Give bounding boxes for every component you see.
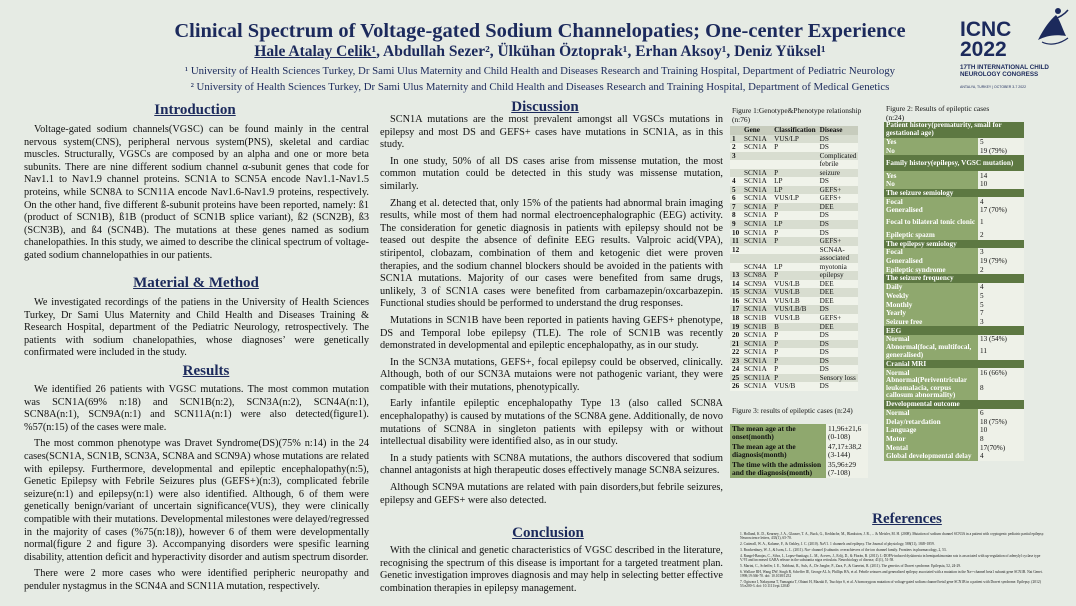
table-cell: Monthly bbox=[884, 300, 978, 309]
table-cell: 16 bbox=[730, 297, 742, 306]
table-cell: SCN1B bbox=[742, 323, 772, 332]
table-cell: 25 bbox=[730, 374, 742, 383]
table-cell: 15 bbox=[730, 288, 742, 297]
table-cell bbox=[730, 169, 742, 178]
table-cell: 19 bbox=[730, 323, 742, 332]
table-cell: Sensory loss bbox=[818, 374, 859, 383]
table-cell: 14 bbox=[978, 171, 1024, 180]
table-cell: SCN1A bbox=[742, 143, 772, 152]
table-row bbox=[730, 271, 858, 280]
table-cell: Disease bbox=[818, 126, 859, 135]
table-cell: P bbox=[772, 271, 818, 280]
methods-heading: Material & Method bbox=[133, 275, 259, 291]
table-cell: SCN8A bbox=[742, 271, 772, 280]
table-cell: 16 (66%) bbox=[978, 368, 1024, 377]
table-section-row bbox=[884, 274, 1024, 283]
table-cell: P bbox=[772, 229, 818, 238]
table-cell: 5 bbox=[978, 138, 1024, 147]
table-cell: 20 bbox=[730, 331, 742, 340]
table-row bbox=[730, 314, 858, 323]
author-list bbox=[120, 43, 960, 61]
table-row bbox=[884, 435, 1024, 444]
table-cell: P bbox=[772, 169, 818, 178]
table-cell: VUS/LB bbox=[772, 314, 818, 323]
table-cell: Focal bbox=[884, 248, 978, 257]
table-cell: 26 bbox=[730, 382, 742, 391]
table-cell: SCN1A bbox=[742, 177, 772, 186]
table-cell: Weekly bbox=[884, 292, 978, 301]
epileptic-results-table bbox=[884, 122, 1024, 461]
table-cell: 18 (75%) bbox=[978, 417, 1024, 426]
table-cell: SCN9A bbox=[742, 280, 772, 289]
table-row bbox=[730, 424, 868, 442]
logo-date: ANTALYA, TURKEY | OCTOBER 3-7 2022 bbox=[960, 85, 1027, 89]
table-cell: Classification bbox=[774, 126, 816, 134]
table-row bbox=[730, 152, 858, 161]
coauthors: , Abdullah Sezer², Ülkühan Öztoprak¹, Erhan Aksoy¹, Deniz Yüksel¹ bbox=[376, 43, 826, 60]
introduction-text: Voltage-gated sodium channels(VGSC) can be found mainly in the central nervous system(CNS), peripheral nervous system(PNS), skeletal and cardiac muscles. Structurally, VGSCs are composed by an alpha and one or more beta subunits. There are nine different sodium channel α-subunit genes that code for Nav1.1 to Nav1.9 channel proteins. SCN1A to SCN5A encode Nav1.1-Nav1.5 proteins, while SCN8A to SCN11A encode Nav1.6-Nav1.9 proteins, respectively. On the other hand, five different ß-subunit proteins have been reported, namely: ß1 (product of SCN1B), ß1B (product of SCN1B splice variant), ß2 (SCN2B), ß3 (SCN3B), and ß4 (SCN4B). The mutations at these genes named as sodium chanelopathies. In this study, we aimed to describe the clinical spectrum of voltage-gated sodium channelopathies in our patients. bbox=[24, 124, 369, 261]
table-row bbox=[884, 309, 1024, 318]
table-cell: DS bbox=[818, 229, 859, 238]
affiliation-1: ¹ University of Health Sciences Turkey, Dr Sami Ulus Maternity and Child Health and Diseases Research and Training Hospital, Department of Pediatric Neurology bbox=[184, 65, 896, 77]
section-label: The seizure semiology bbox=[884, 189, 1024, 198]
table-cell: 19 (79%) bbox=[978, 257, 1024, 266]
table-row bbox=[730, 237, 858, 246]
table-cell: DS bbox=[818, 177, 859, 186]
figure1-caption: Figure 1:Genotype&Phenotype relationship (n:76) bbox=[732, 106, 862, 124]
table-cell: No bbox=[884, 180, 978, 189]
methods-text: We investigated recordings of the patiens in the University of Health Sciences Turkey, Dr Sami Ulus Maternity and Child Health and Diseases Training & Research Hospital, department of the Pediatric Neurology, retrospectively. The patients with sodium chanelopathies, whose diagnoses’ were genetically confirmated were included in the study. bbox=[24, 297, 369, 359]
table-cell: 19 (79%) bbox=[978, 147, 1024, 156]
table-cell: VUS/LB bbox=[772, 280, 818, 289]
table-cell: Mental bbox=[884, 443, 978, 452]
table-row bbox=[884, 426, 1024, 435]
table-cell: 1 bbox=[978, 215, 1024, 231]
table-row bbox=[730, 186, 858, 195]
table-section-row bbox=[884, 122, 1024, 138]
table-cell: B bbox=[772, 323, 818, 332]
table-row bbox=[884, 215, 1024, 231]
table-cell: 5 bbox=[730, 186, 742, 195]
table-cell: 23 bbox=[730, 357, 742, 366]
table-cell: DEE bbox=[818, 297, 859, 306]
table-row bbox=[730, 254, 858, 263]
table-cell: DS bbox=[818, 365, 859, 374]
table-row bbox=[730, 203, 858, 212]
table-cell: SCN1A bbox=[742, 340, 772, 349]
table-cell: DS bbox=[818, 382, 859, 391]
table-row bbox=[730, 442, 868, 460]
table-row bbox=[884, 300, 1024, 309]
table-cell: DS bbox=[818, 211, 859, 220]
table-cell: Motor bbox=[884, 435, 978, 444]
section-label: EEG bbox=[884, 326, 1024, 335]
table-cell: Focal bbox=[884, 197, 978, 206]
reference-item: 4. Rangel-Barajas, C., Silva, I., Lopez-Santiago, L. M., Aceves, J., Erlij, D., & Florán, B. (2011). L-DOPA-induced dyskinesia in hemiparkinsonian rats is associated with up-regulation of adenylyl cyclase type V/VI and increased GABA release in the substantia nigra reticulata. Neurobiology of disease, 41(1), 51-58. bbox=[740, 553, 1041, 562]
genotype-phenotype-table bbox=[730, 126, 858, 391]
table-cell: P bbox=[772, 365, 818, 374]
figure2-caption: Figure 2: Results of epileptic cases (n:24) bbox=[886, 104, 990, 122]
table-cell: 9 bbox=[730, 220, 742, 229]
section-label: The seizure frequency bbox=[884, 274, 1024, 283]
table-cell: VUS/B bbox=[772, 382, 818, 391]
table-cell: SCN1A bbox=[742, 211, 772, 220]
table-cell: 13 bbox=[730, 271, 742, 280]
table-cell: Epileptic syndrome bbox=[884, 266, 978, 275]
table-cell: SCN1A bbox=[742, 135, 772, 144]
table-cell: No bbox=[884, 147, 978, 156]
table-cell: SCN1A bbox=[742, 365, 772, 374]
table-cell: DEE bbox=[818, 288, 859, 297]
reference-item: 2. Catterall, W. A., Kalume, F., & Oakley, J. C. (2010). NaV1. 1 channels and epilepsy. The Journal of physiology, 588(11), 1849-1859. bbox=[740, 542, 935, 547]
table-cell: 5 bbox=[978, 300, 1024, 309]
table-cell: Focal to bilateral tonic clonic bbox=[884, 215, 978, 231]
table-cell: Complicated bbox=[819, 151, 857, 160]
congress-logo bbox=[956, 6, 1074, 90]
table-cell: DS bbox=[818, 357, 859, 366]
table-cell: SCN1A bbox=[742, 331, 772, 340]
table-cell: P bbox=[772, 211, 818, 220]
table-row bbox=[884, 138, 1024, 147]
table-cell: The mean age at the onset(month) bbox=[730, 424, 826, 442]
table-row bbox=[884, 171, 1024, 180]
table-row bbox=[884, 443, 1024, 452]
table-cell: VUS/LP bbox=[772, 135, 818, 144]
table-cell: P bbox=[772, 203, 818, 212]
table-row bbox=[884, 197, 1024, 206]
conclusion-heading: Conclusion bbox=[512, 525, 584, 541]
table-row bbox=[730, 135, 858, 144]
table-cell: 8 bbox=[730, 211, 742, 220]
table-row bbox=[730, 340, 858, 349]
table-cell: Normal bbox=[884, 409, 978, 418]
section-label: Cranial MRI bbox=[884, 360, 1024, 369]
table-cell: SCN1A bbox=[742, 186, 772, 195]
table-cell: 3 bbox=[730, 152, 742, 161]
table-cell: Delay/retardation bbox=[884, 417, 978, 426]
table-row bbox=[884, 344, 1024, 360]
table-cell: 11 bbox=[978, 344, 1024, 360]
table-row bbox=[884, 248, 1024, 257]
table-cell: LP bbox=[772, 186, 818, 195]
table-cell: SCN4A bbox=[742, 263, 772, 272]
table-cell: 1 bbox=[730, 135, 742, 144]
table-row bbox=[884, 180, 1024, 189]
table-cell: Normal bbox=[884, 335, 978, 344]
table-cell: 7 bbox=[978, 309, 1024, 318]
table-cell: 14 bbox=[730, 280, 742, 289]
table-cell: Epileptic spazm bbox=[884, 231, 978, 240]
table-cell: SCN11A bbox=[744, 373, 771, 382]
table-cell: DS bbox=[818, 348, 859, 357]
discussion-text: SCN1A mutations are the most prevalent amongst all VGSCs mutations in epilepsy and most DS and GEFS+ cases have mutations in SCN1A, as in this study. In one study, 50% of all DS cases arise from missense mutation, the most common mutation could be detected in this study was missense mutation, similarly. Zhang et al. detected that, only 15% of the patients had abnormal brain imaging results, while most of them had normal electroencephalographic (EEG) activity. The consideration for genetic diagnosis in patients with epilepsy should not be teased out despite the absence of definite EEG results. Valproic acid(VPA), stiripentol, clobazam, combination of them and ketogenic diet were proven therapies, and the sodium channel blockers should be avoided in the patients with SCN1A mutations. Majority of our cases were benefited from same drugs, unlikely, 3 of SCN1A cases were benefited from carbamazepin/oxcarbazepin. Functional studies should be performed to understand the drug responses. Mutations in SCN1B have been reported in patients having GEFS+ phenotype, DS and Temporal lobe epilepsy (TLE). The role of SCN1B was recently demonstrated in developmental and epileptic encephalopathy, as in our study. In the SCN3A mutations, GEFS+, focal epilepsy could be observed, clinically. Although, both of our SCN3A mutaions were not pathogenic variant, they were compatible with their mutations, phenotypically. Early infantile epileptic encephalopathy Type 13 (also called SCN8A encephalopathy) is caused by mutations of the SCN8A gene. Additionally, de novo mutations of SCN8A in singleton patients with epilepsy with or without intellectual disability were identified also, as in our study. In a study patients with SCN8A mutations, the authors discovered that sodium channel antagonists at high therapeutic doses effectively manage SCN8A seizures. Although SCN9A mutations are related with pain disorders,but febrile seizures, epilepsy and GEFS+ were also detected. bbox=[380, 114, 723, 506]
table-cell: GEFS+ bbox=[818, 314, 859, 323]
table-cell: P bbox=[772, 340, 818, 349]
table-cell: VUS/LB bbox=[772, 297, 818, 306]
table-cell bbox=[730, 254, 742, 263]
reference-item: 7. Ogiwara I, Nakayama T, Yamagata T, Ohtani H, Mazaki E, Tsuchiya S, et al. A homozygous mutation of voltage-gated sodium channel betaI gene SCN1B in a patient with Dravet syndrome. Epilepsy. (2012) 53:e200-3. doi: 10.1111/epi.12040 bbox=[740, 579, 1041, 588]
table-row bbox=[730, 297, 858, 306]
table-cell: 24 bbox=[730, 365, 742, 374]
whirling-dervish-icon bbox=[1032, 6, 1072, 50]
table-row bbox=[730, 194, 858, 203]
table-cell: 11 bbox=[730, 237, 742, 246]
table-cell bbox=[772, 152, 818, 161]
table-cell: Normal bbox=[884, 368, 978, 377]
table-cell: DEE bbox=[818, 280, 859, 289]
table-row bbox=[730, 220, 858, 229]
table-cell: 18 bbox=[730, 314, 742, 323]
table-row bbox=[730, 211, 858, 220]
table-cell: Global developmental delay bbox=[884, 452, 978, 461]
table-cell: DEE bbox=[818, 323, 859, 332]
table-cell: The time with the admission and the diagnosis(month) bbox=[730, 460, 826, 478]
table-cell: 6 bbox=[978, 409, 1024, 418]
table-cell: 5 bbox=[978, 292, 1024, 301]
table-cell: SCN1A bbox=[742, 357, 772, 366]
table-cell: SCN1A bbox=[742, 382, 772, 391]
table-cell: 35,96±29 (7-108) bbox=[826, 460, 868, 478]
table-cell: 47,17±38,2 (3-144) bbox=[826, 442, 868, 460]
table-cell: SCN1A bbox=[742, 229, 772, 238]
table-cell: 11,96±21,6 (0-108) bbox=[826, 424, 868, 442]
table-cell: GEFS+ bbox=[818, 237, 859, 246]
references-heading: References bbox=[872, 511, 942, 527]
table-row bbox=[884, 452, 1024, 461]
introduction-heading: Introduction bbox=[154, 102, 236, 118]
table-cell: 17 (70%) bbox=[978, 206, 1024, 215]
table-row bbox=[730, 177, 858, 186]
table-row bbox=[884, 231, 1024, 240]
section-label: Family history(epilepsy, VGSC mutation) bbox=[884, 155, 1024, 171]
table-section-row bbox=[884, 400, 1024, 409]
table-row bbox=[730, 229, 858, 238]
table-cell: LP bbox=[772, 177, 818, 186]
table-cell bbox=[742, 254, 772, 263]
results-heading: Results bbox=[182, 363, 230, 379]
onset-diagnosis-table bbox=[730, 424, 868, 478]
figure3-caption: Figure 3: results of epileptic cases (n:24) bbox=[732, 406, 853, 415]
table-cell bbox=[772, 160, 818, 169]
table-cell: febrile bbox=[818, 160, 859, 169]
table-cell: 22 bbox=[730, 348, 742, 357]
table-cell: 2 bbox=[730, 143, 742, 152]
table-cell: 10 bbox=[978, 180, 1024, 189]
table-cell: SCN1A bbox=[742, 305, 772, 314]
table-row bbox=[730, 323, 858, 332]
table-cell: SCN3A bbox=[742, 288, 772, 297]
section-label: Developmental outcome bbox=[884, 400, 1024, 409]
table-cell: DS bbox=[818, 220, 859, 229]
table-header-row bbox=[730, 126, 858, 135]
table-cell: 4 bbox=[978, 283, 1024, 292]
table-cell: seizure bbox=[818, 169, 859, 178]
table-cell: VUS/LB bbox=[772, 288, 818, 297]
table-cell: DS bbox=[818, 340, 859, 349]
table-cell: SCN1A bbox=[742, 220, 772, 229]
references-list bbox=[740, 532, 1046, 590]
table-row bbox=[884, 147, 1024, 156]
discussion-heading: Discussion bbox=[511, 99, 579, 115]
table-row bbox=[884, 292, 1024, 301]
table-cell: 10 bbox=[730, 229, 742, 238]
table-cell: SCN1B bbox=[742, 314, 772, 323]
table-cell: 7 bbox=[730, 203, 742, 212]
table-section-row bbox=[884, 189, 1024, 198]
table-row bbox=[730, 382, 858, 391]
table-cell: SCN1A bbox=[742, 169, 772, 178]
figure3-table-wrap bbox=[730, 424, 868, 478]
table-cell: Yes bbox=[884, 138, 978, 147]
table-row bbox=[884, 409, 1024, 418]
table-cell: VUS/LP bbox=[772, 194, 818, 203]
logo-text: ICNC 2022 bbox=[960, 18, 1012, 61]
table-cell: 12 bbox=[730, 246, 742, 255]
table-row bbox=[730, 357, 858, 366]
table-row bbox=[730, 374, 858, 383]
table-cell: SCN4A- bbox=[818, 246, 859, 255]
table-cell: VUS/LB/B bbox=[772, 305, 818, 314]
table-section-row bbox=[884, 240, 1024, 249]
table-cell: Gene bbox=[742, 126, 772, 135]
table-cell: LP bbox=[772, 263, 818, 272]
table-cell bbox=[772, 254, 818, 263]
table-cell bbox=[730, 160, 742, 169]
table-cell: Generalised bbox=[884, 206, 978, 215]
table-cell: SCN1A bbox=[742, 203, 772, 212]
figure1-table-wrap bbox=[730, 126, 858, 391]
table-row bbox=[884, 377, 1024, 400]
table-cell: SCN1A bbox=[742, 194, 772, 203]
table-cell: DS bbox=[818, 143, 859, 152]
table-cell bbox=[730, 126, 742, 135]
logo-subtitle: 17TH INTERNATIONAL CHILD NEUROLOGY CONGRESS bbox=[960, 64, 1049, 78]
reference-item: 1. Holland, K. D., Kearney, J. A., Glauser, T. A., Buck, G., Keddache, M., Blankston, J. R., ... & Meisler, M. H. (2008). Mutation of sodium channel SCN3A in a patient with cryptogenic pediatric partial epilepsy. Neuroscience letters, 433(1), 65-70. bbox=[740, 532, 1045, 541]
table-section-row bbox=[884, 326, 1024, 335]
table-cell: SCN1A bbox=[742, 348, 772, 357]
table-row bbox=[884, 283, 1024, 292]
table-cell: Daily bbox=[884, 283, 978, 292]
affiliation-2: ² University of Health Sciences Turkey, Dr Sami Ulus Maternity and Child Health and Diseases Research and Training Hospital, Department of Medical Genetics bbox=[190, 81, 890, 93]
table-cell: 17(70%) bbox=[978, 443, 1024, 452]
table-row bbox=[730, 460, 868, 478]
table-row bbox=[730, 305, 858, 314]
table-row bbox=[730, 288, 858, 297]
table-row bbox=[730, 348, 858, 357]
table-cell: 4 bbox=[730, 177, 742, 186]
table-cell: P bbox=[772, 143, 818, 152]
table-cell: DEE bbox=[818, 203, 859, 212]
table-cell: Language bbox=[884, 426, 978, 435]
table-section-row bbox=[884, 360, 1024, 369]
table-cell: 10 bbox=[978, 426, 1024, 435]
table-cell: SCN3A bbox=[742, 297, 772, 306]
table-row bbox=[884, 257, 1024, 266]
table-row bbox=[884, 318, 1024, 327]
table-cell: P bbox=[772, 237, 818, 246]
table-cell: 21 bbox=[730, 340, 742, 349]
table-row bbox=[730, 246, 858, 255]
table-cell: DS bbox=[818, 305, 859, 314]
table-row bbox=[884, 266, 1024, 275]
table-cell: DS bbox=[818, 135, 859, 144]
first-author: Hale Atalay Celik¹ bbox=[254, 43, 377, 60]
table-cell: epilepsy bbox=[818, 271, 859, 280]
table-cell bbox=[742, 246, 772, 255]
table-cell: P bbox=[772, 357, 818, 366]
table-cell: Generalised bbox=[884, 257, 978, 266]
table-cell: Abnormal(focal, multifocal, generalised) bbox=[884, 344, 978, 360]
figure2-table-wrap bbox=[884, 122, 1024, 461]
table-cell: P bbox=[772, 331, 818, 340]
table-cell: LP bbox=[772, 220, 818, 229]
table-cell: 6 bbox=[730, 194, 742, 203]
table-cell: 3 bbox=[978, 318, 1024, 327]
table-cell bbox=[730, 263, 742, 272]
table-cell: 3 bbox=[978, 248, 1024, 257]
table-cell: GEFS+ bbox=[818, 186, 859, 195]
table-cell: 8 bbox=[978, 435, 1024, 444]
table-row bbox=[730, 365, 858, 374]
table-row bbox=[884, 206, 1024, 215]
conclusion-text: With the clinical and genetic characteristics of VGSC described in the literature, recognising the spectrum of this disease is important for a targeted treatment plan. Genetic investigation improves diagnosis and may help in selecting better effective combination therapies in epilepsy management. bbox=[380, 545, 723, 594]
table-cell bbox=[742, 152, 772, 161]
table-cell: 4 bbox=[978, 197, 1024, 206]
table-row bbox=[730, 160, 858, 169]
table-row bbox=[884, 417, 1024, 426]
table-cell: associated bbox=[818, 254, 859, 263]
table-cell: Abnormal(Periventricular leukomalacia, corpus callosum abnormality) bbox=[884, 377, 978, 400]
reference-item: 5. Marini, C., Scheffer, I. E., Nabbout, R., Suls, A., De Jonghe, P., Zara, F., & Guerrini, R. (2011). The genetics of Dravet syndrome. Epilepsia, 52, 24-29. bbox=[740, 563, 961, 568]
table-cell: P bbox=[772, 348, 818, 357]
poster-title: Clinical Spectrum of Voltage-gated Sodium Channelopaties; One-center Experience bbox=[174, 20, 906, 42]
section-label: Patient history(prematurity, small for gestational age) bbox=[884, 122, 1024, 138]
table-row bbox=[730, 263, 858, 272]
table-cell: 13 (54%) bbox=[978, 335, 1024, 344]
reference-item: 6. Wallace RH, Wang DW, Singh R, Scheffer IE, George AL Jr, Phillips HA, et al. Febrile seizures and generalized epilepsy associated with a mutation in the Na+-channel beta1 subunit gene SCN1B. Nat Genet. 1998;19:366-70. doi: 10.1038/1252 bbox=[740, 569, 1043, 578]
table-cell bbox=[772, 246, 818, 255]
table-cell: SCN1A bbox=[742, 237, 772, 246]
table-row bbox=[730, 280, 858, 289]
table-row bbox=[730, 143, 858, 152]
table-cell: myotonia bbox=[818, 263, 859, 272]
table-row bbox=[730, 331, 858, 340]
table-cell: 4 bbox=[978, 452, 1024, 461]
table-section-row bbox=[884, 155, 1024, 171]
table-row bbox=[730, 169, 858, 178]
table-cell: 2 bbox=[978, 231, 1024, 240]
table-cell: DS bbox=[818, 331, 859, 340]
section-label: The epilepsy semiology bbox=[884, 240, 1024, 249]
table-cell: P bbox=[772, 374, 818, 383]
table-cell: The mean age at the diagnosis(month) bbox=[730, 442, 826, 460]
table-cell: 2 bbox=[978, 266, 1024, 275]
table-cell: Yearly bbox=[884, 309, 978, 318]
reference-item: 3. Brackenbury, W. J., & Isom, L. L. (2011). Na+ channel β subunits: overachievers of the ion channel family. Frontiers in pharmacology, 2, 53. bbox=[740, 547, 947, 552]
table-cell: Seizure free bbox=[884, 318, 978, 327]
table-cell bbox=[742, 160, 772, 169]
results-text: We identified 26 patients with VGSC mutations. The most common mutation was SCN1A(69% n:18) and SCN1B(n:2), SCN3A(n:2), SCN4A(n:1), SCN8A(n:1), SCN9A(n:1) and SCN11A(n:1) were also detected(figure1). %57(n:15) of the cases were male. The most common phenotype was Dravet Syndrome(DS)(75% n:14) in the 24 cases(SCN1A, SCN1B, SCN3A, SCN8A and SCN9A) whose mutations are related with epilepsy. Furthermore, developmental and epileptic encephalopathy(n:5), Genetic Epilepsy with Febrile Seizures plus (GEFS+)(n:3), complicated febrile seizure(n:1) and epilepsy(n:1) were also identified. Although, 6 of them were genetically benign/variant of uncertain significance(VUS), they were clinically compatible with their mutations. Developmental milestones were delayed/regressed in the majority of cases (%75(n:18)), however 6 of them were developmentally normal(figure 2 and figure 3). Accompanying disorders were spesific learning disability, attention deficit and hyperactivity disorder and autism spectrum disorder. There were 2 more cases who were identified peripheric neuropathy and penduler nystagmus in the SCN4A and SCN11A mutation, respectively. bbox=[24, 384, 369, 592]
table-cell: 8 bbox=[978, 377, 1024, 400]
table-cell: GEFS+ bbox=[818, 194, 859, 203]
table-cell: 17 bbox=[730, 305, 742, 314]
table-cell: Yes bbox=[884, 171, 978, 180]
